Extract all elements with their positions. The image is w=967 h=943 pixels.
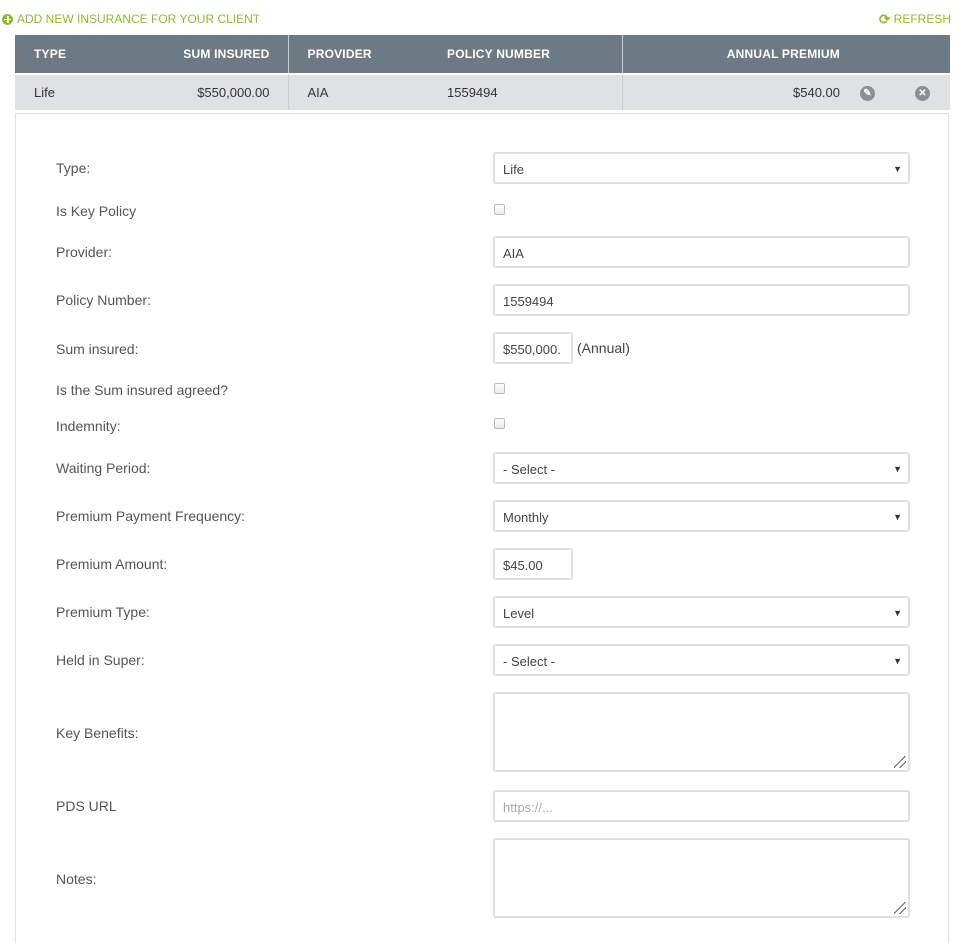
sum-insured-label: Sum insured: <box>56 341 139 357</box>
edit-insurance-form <box>15 113 949 943</box>
provider-input[interactable]: AIA <box>493 236 910 268</box>
sum-agreed-checkbox[interactable] <box>494 383 505 394</box>
resize-grip-icon[interactable] <box>894 756 906 768</box>
payment-frequency-select[interactable] <box>493 500 910 532</box>
dropdown-caret-icon: ▼ <box>893 164 902 174</box>
dropdown-caret-icon: ▼ <box>893 608 902 618</box>
payment-frequency-label: Premium Payment Frequency: <box>56 508 246 524</box>
premium-type-select[interactable] <box>493 596 910 628</box>
pds-url-label: PDS URL <box>56 798 117 814</box>
toolbar <box>0 10 951 30</box>
type-select-value: Life <box>503 162 524 177</box>
sum-agreed-label: Is the Sum insured agreed? <box>56 382 228 398</box>
premium-amount-label: Premium Amount: <box>56 556 168 572</box>
cell-type: Life <box>15 74 140 110</box>
premium-type-label: Premium Type: <box>56 604 150 620</box>
edit-pencil-icon[interactable]: ✎ <box>860 86 875 101</box>
waiting-period-label: Waiting Period: <box>56 460 151 476</box>
resize-grip-icon[interactable] <box>894 902 906 914</box>
sum-insured-suffix: (Annual) <box>577 340 630 356</box>
key-benefits-textarea[interactable] <box>493 692 910 772</box>
payment-frequency-select-value: Monthly <box>503 510 549 525</box>
dropdown-caret-icon: ▼ <box>893 656 902 666</box>
insurance-table <box>15 35 950 110</box>
cell-sum-insured: $550,000.00 <box>140 74 288 110</box>
waiting-period-select-value: - Select - <box>503 462 556 477</box>
indemnity-label: Indemnity: <box>56 418 121 434</box>
policy-number-input[interactable]: 1559494 <box>493 284 910 316</box>
column-header-empty <box>840 35 895 74</box>
column-header-type: TYPE <box>15 35 140 74</box>
key-benefits-label: Key Benefits: <box>56 725 139 741</box>
provider-label: Provider: <box>56 244 113 260</box>
notes-textarea[interactable] <box>493 838 910 918</box>
column-header-provider: PROVIDER <box>288 35 428 74</box>
add-insurance-label: ADD NEW INSURANCE FOR YOUR CLIENT <box>17 12 261 26</box>
type-label: Type: <box>56 160 91 176</box>
refresh-link[interactable] <box>879 12 951 26</box>
premium-amount-input[interactable]: $45.00 <box>493 548 573 580</box>
type-select[interactable] <box>493 152 910 184</box>
held-in-super-select-value: - Select - <box>503 654 556 669</box>
table-row[interactable] <box>15 74 950 110</box>
cell-annual-premium: $540.00 <box>622 74 840 110</box>
edit-cell <box>840 74 895 110</box>
held-in-super-label: Held in Super: <box>56 652 145 668</box>
column-header-sum-insured: SUM INSURED <box>140 35 288 74</box>
pds-url-input[interactable]: https://... <box>493 790 910 822</box>
cell-policy-number: 1559494 <box>428 74 622 110</box>
plus-circle-icon <box>2 14 13 25</box>
column-header-empty <box>895 35 950 74</box>
premium-type-select-value: Level <box>503 606 535 621</box>
indemnity-checkbox[interactable] <box>494 418 505 429</box>
refresh-icon: ⟳ <box>878 11 891 27</box>
dropdown-caret-icon: ▼ <box>893 512 902 522</box>
sum-insured-input[interactable]: $550,000. <box>493 332 573 364</box>
key-policy-checkbox[interactable] <box>494 204 505 215</box>
cell-provider: AIA <box>288 74 428 110</box>
held-in-super-select[interactable] <box>493 644 910 676</box>
notes-label: Notes: <box>56 871 97 887</box>
dropdown-caret-icon: ▼ <box>893 464 902 474</box>
column-header-policy-number: POLICY NUMBER <box>428 35 622 74</box>
column-header-annual-premium: ANNUAL PREMIUM <box>622 35 840 74</box>
delete-cell <box>895 74 950 110</box>
table-header-row <box>15 35 950 74</box>
delete-x-icon[interactable]: ✕ <box>915 86 930 101</box>
key-policy-label: Is Key Policy <box>56 203 137 219</box>
refresh-label: REFRESH <box>893 12 951 26</box>
add-insurance-link[interactable] <box>2 12 260 26</box>
waiting-period-select[interactable] <box>493 452 910 484</box>
policy-number-label: Policy Number: <box>56 292 151 308</box>
